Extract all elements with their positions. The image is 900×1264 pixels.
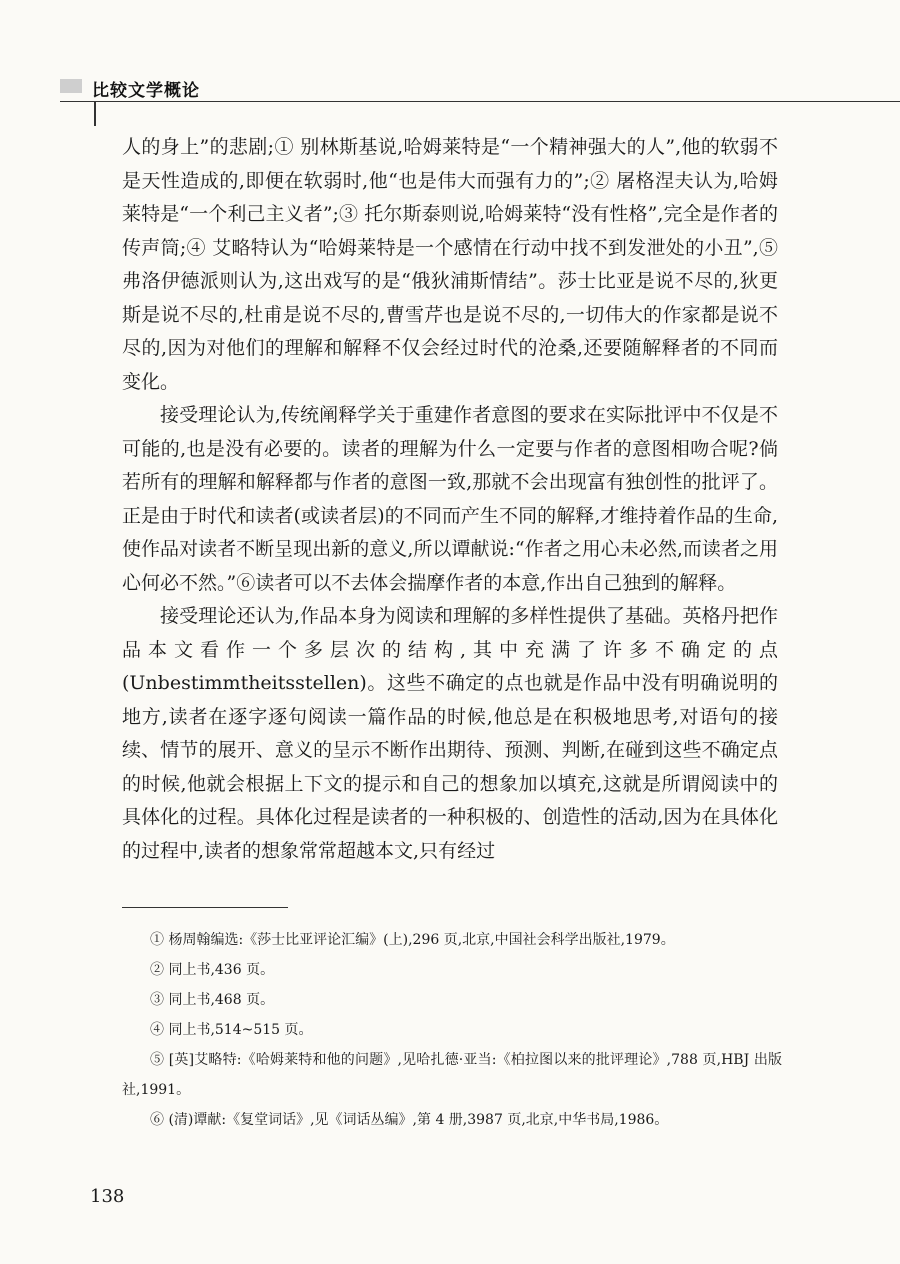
header-marker bbox=[60, 79, 82, 93]
paragraph: 接受理论认为,传统阐释学关于重建作者意图的要求在实际批评中不仅是不可能的,也是没有必要的。读者的理解为什么一定要与作者的意图相吻合呢?倘若所有的理解和解释都与作者的意图一致,那就不会出现富有独创性的批评了。正是由于时代和读者(或读者层)的不同而产生不同的解释,才维持着作品的生命,使作品对读者不断呈现出新的意义,所以谭献说:“作者之用心未必然,而读者之用心何必不然。”⑥读者可以不去体会揣摩作者的本意,作出自己独到的解释。 bbox=[122, 404, 778, 594]
footnote: ② 同上书,436 页。 bbox=[150, 962, 275, 978]
footnote: ① 杨周翰编选:《莎士比亚评论汇编》(上),296 页,北京,中国社会科学出版社,1979。 bbox=[150, 932, 675, 948]
body-text bbox=[122, 131, 778, 868]
footnotes bbox=[122, 925, 782, 1135]
book-title: 比较文学概论 bbox=[92, 81, 200, 101]
header-rule bbox=[60, 101, 900, 102]
footnote: ⑤ [英]艾略特:《哈姆莱特和他的问题》,见哈扎德·亚当:《柏拉图以来的批评理论》,788 页,HBJ 出版社,1991。 bbox=[122, 1052, 782, 1098]
footnote: ④ 同上书,514~515 页。 bbox=[150, 1022, 313, 1038]
page-header bbox=[60, 76, 900, 101]
paragraph: 接受理论还认为,作品本身为阅读和理解的多样性提供了基础。英格丹把作品本文看作一个多层次的结构,其中充满了许多不确定的点(Unbestimmtheitsstellen)。这些不确定的点也就是作品中没有明确说明的地方,读者在逐字逐句阅读一篇作品的时候,他总是在积极地思考,对语句的接续、情节的展开、意义的呈示不断作出期待、预测、判断,在碰到这些不确定点的时候,他就会根据上下文的提示和自己的想象加以填充,这就是所谓阅读中的具体化的过程。具体化过程是读者的一种积极的、创造性的活动,因为在具体化的过程中,读者的想象常常超越本文,只有经过 bbox=[122, 605, 778, 862]
footnote-separator bbox=[122, 907, 288, 908]
header-rule-vertical bbox=[94, 101, 96, 126]
page-number: 138 bbox=[90, 1186, 125, 1207]
footnote: ⑥ (清)谭献:《复堂词话》,见《词话丛编》,第 4 册,3987 页,北京,中华书局,1986。 bbox=[150, 1112, 669, 1128]
footnote: ③ 同上书,468 页。 bbox=[150, 992, 275, 1008]
paragraph: 人的身上”的悲剧;① 别林斯基说,哈姆莱特是“一个精神强大的人”,他的软弱不是天性造成的,即便在软弱时,他“也是伟大而强有力的”;② 屠格涅夫认为,哈姆莱特是“一个利己主义者”;③ 托尔斯泰则说,哈姆莱特“没有性格”,完全是作者的传声筒;④ 艾略特认为“哈姆莱特是一个感情在行动中找不到发泄处的小丑”,⑤ 弗洛伊德派则认为,这出戏写的是“俄狄浦斯情结”。莎士比亚是说不尽的,狄更斯是说不尽的,杜甫是说不尽的,曹雪芹也是说不尽的,一切伟大的作家都是说不尽的,因为对他们的理解和解释不仅会经过时代的沧桑,还要随解释者的不同而变化。 bbox=[122, 136, 778, 393]
